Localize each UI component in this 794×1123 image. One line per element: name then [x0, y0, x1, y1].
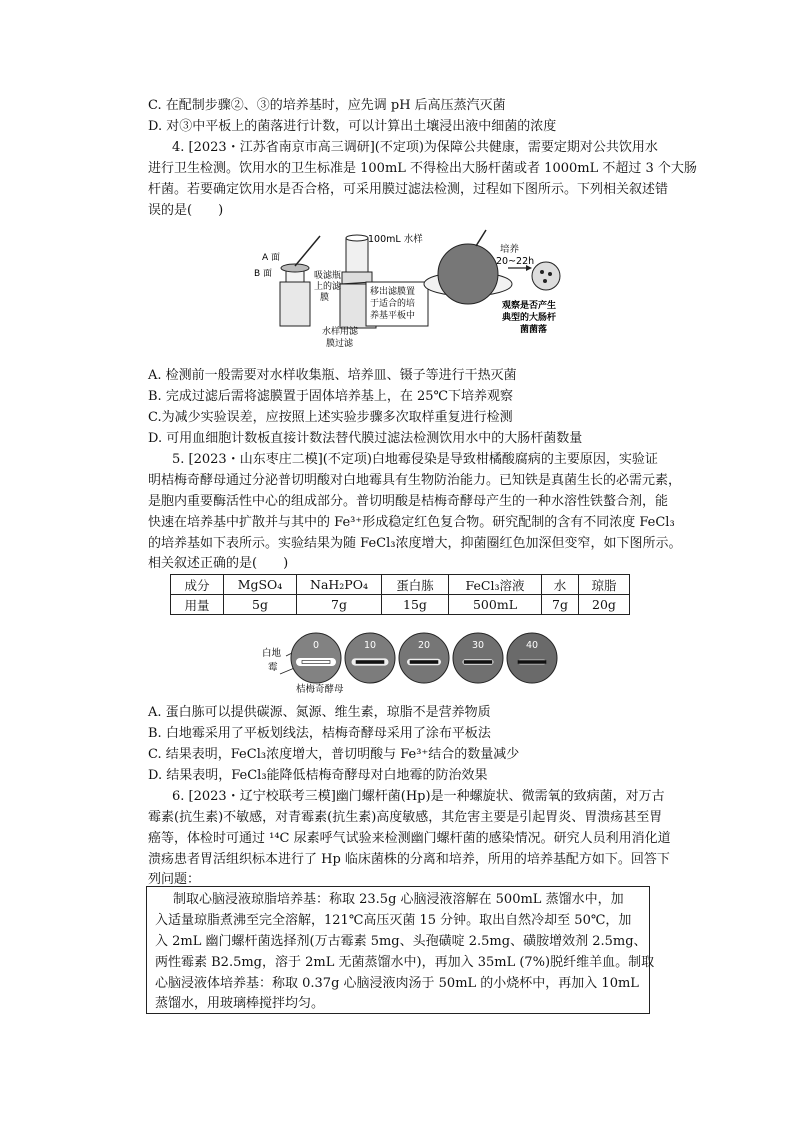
fungus-label-2: 霉 — [268, 662, 278, 673]
concentration-label: 0 — [312, 640, 320, 651]
table-header-row — [171, 575, 630, 595]
q6-line-1: 6. [2023・辽宁校联考三模]幽门螺杆菌(Hp)是一种螺旋状、微需氧的致病菌，对万古 — [172, 789, 665, 804]
table-cell: 蛋白胨 — [382, 575, 449, 595]
table-cell: 琼脂 — [579, 575, 630, 595]
recipe-line-2: 入适量琼脂煮沸至完全溶解，121℃高压灭菌 15 分钟。取出自然冷却至 50℃，加 — [155, 913, 632, 928]
table-cell: 7g — [542, 595, 579, 615]
label-a-side: A 面 — [262, 253, 281, 263]
q5-option-b: B. 白地霉采用了平板划线法，桔梅奇酵母采用了涂布平板法 — [148, 726, 491, 741]
membrane-filtration-figure — [240, 222, 580, 352]
table-cell: NaH₂PO₄ — [297, 575, 382, 595]
q4-option-b: B. 完成过滤后需将滤膜置于固体培养基上，在 25℃下培养观察 — [148, 389, 514, 404]
yeast-streak — [356, 661, 384, 664]
yeast-streak — [302, 661, 330, 664]
recipe-line-3: 入 2mL 幽门螺杆菌选择剂(万古霉素 5mg、头孢磺啶 2.5mg、磺胺增效剂 2.5mg、 — [155, 934, 647, 949]
option-c-q3: C. 在配制步骤②、③的培养基时，应先调 pH 后高压蒸汽灭菌 — [148, 98, 506, 113]
q4-option-c: C.为减少实验误差，应按照上述实验步骤多次取样重复进行检测 — [148, 410, 513, 425]
observe-label-2: 典型的大肠杆 — [502, 313, 557, 323]
concentration-label: 30 — [471, 640, 485, 651]
q5-option-d: D. 结果表明，FeCl₃能降低桔梅奇酵母对白地霉的防治效果 — [148, 768, 488, 783]
recipe-line-4: 两性霉素 B2.5mg，溶于 2mL 无菌蒸馏水中)，再加入 35mL (7%)脱纤维羊血。制取 — [155, 955, 655, 970]
step-label-2: 膜过滤 — [326, 339, 354, 349]
table-cell: 500mL — [449, 595, 542, 615]
q5-line-2: 明桔梅奇酵母通过分泌普切明酸对白地霉具有生物防治能力。已知铁是真菌生长的必需元素， — [148, 473, 682, 488]
filter-bottle-left — [280, 236, 320, 326]
q4-line-4: 误的是( ) — [148, 203, 224, 218]
q4-line-2: 进行卫生检测。饮用水的卫生标准是 100mL 不得检出大肠杆菌或者 1000mL 不超过 3 个大肠 — [148, 161, 697, 176]
result-dish — [532, 262, 560, 290]
q4-line-1: 4. [2023・江苏省南京市高三调研](不定项)为保障公共健康，需要定期对公共饮用水 — [172, 140, 658, 155]
table-cell: 15g — [382, 595, 449, 615]
q5-line-6: 相关叙述正确的是( ) — [148, 556, 289, 571]
move-label-1: 移出滤膜置 — [370, 287, 416, 297]
yeast-label: 桔梅奇酵母 — [296, 684, 344, 695]
yeast-streak — [518, 661, 546, 664]
q6-line-2: 霉素(抗生素)不敏感，对青霉素(抗生素)高度敏感，其危害主要是引起胃炎、胃溃疡甚至胃 — [148, 810, 663, 825]
table-cell: FeCl₃溶液 — [449, 575, 542, 595]
q6-line-5: 列问题： — [148, 872, 201, 887]
yeast-streak — [464, 661, 492, 664]
concentration-label: 10 — [363, 640, 377, 651]
table-row — [171, 595, 630, 615]
q6-line-3: 癌等，体检时可通过 ¹⁴C 尿素呼气试验来检测幽门螺杆菌的感染情况。研究人员利用消化道 — [148, 831, 671, 846]
table-cell: 成分 — [171, 575, 224, 595]
q4-option-d: D. 可用血细胞计数板直接计数法替代膜过滤法检测饮用水中的大肠杆菌数量 — [148, 431, 583, 446]
q5-line-5: 的培养基如下表所示。实验结果为随 FeCl₃浓度增大，抑菌圈红色加深但变窄，如下图所示。 — [148, 536, 682, 551]
yeast-streak — [410, 661, 438, 664]
filter-label-3: 膜 — [320, 293, 330, 303]
filter-label-2: 上的滤 — [314, 282, 342, 292]
observe-label-3: 菌菌落 — [520, 325, 548, 335]
concentration-label: 20 — [417, 640, 431, 651]
q5-line-4: 快速在培养基中扩散并与其中的 Fe³⁺形成稳定红色复合物。研究配制的含有不同浓度 FeCl₃ — [148, 515, 675, 530]
culture-label-2: 20~22h — [496, 256, 535, 267]
recipe-line-5: 心脑浸液体培养基：称取 0.37g 心脑浸液肉汤于 50mL 的小烧杯中，再加入 10mL — [155, 976, 639, 991]
q5-line-1: 5. [2023・山东枣庄二模](不定项)白地霉侵染是导致柑橘酸腐病的主要原因，实验证 — [172, 452, 658, 467]
inhibition-dishes-figure — [258, 626, 578, 696]
table-cell: 5g — [224, 595, 297, 615]
table-cell: 20g — [579, 595, 630, 615]
concentration-label: 40 — [525, 640, 539, 651]
observe-label-1: 观察是否产生 — [502, 301, 557, 311]
option-d-q3: D. 对③中平板上的菌落进行计数，可以计算出土壤浸出液中细菌的浓度 — [148, 119, 557, 134]
label-b-side: B 面 — [254, 269, 273, 279]
membrane-on-plate — [438, 244, 498, 304]
step-label-1: 水样用滤 — [322, 327, 359, 337]
recipe-line-6: 蒸馏水，用玻璃棒搅拌均匀。 — [155, 996, 325, 1011]
fungus-label-1: 白地 — [262, 648, 282, 659]
q5-option-a: A. 蛋白胨可以提供碳源、氮源、维生素，琼脂不是营养物质 — [148, 705, 491, 720]
medium-composition-table — [170, 574, 630, 615]
table-cell: 用量 — [171, 595, 224, 615]
water-sample-label: 100mL 水样 — [368, 234, 423, 245]
tweezers — [476, 230, 486, 246]
table-cell: 7g — [297, 595, 382, 615]
table-cell: 水 — [542, 575, 579, 595]
recipe-line-1: 制取心脑浸液琼脂培养基：称取 23.5g 心脑浸液溶解在 500mL 蒸馏水中，加 — [173, 892, 624, 907]
move-label-2: 于适合的培 — [370, 299, 416, 309]
move-label-3: 养基平板中 — [370, 311, 416, 321]
q5-option-c: C. 结果表明，FeCl₃浓度增大，普切明酸与 Fe³⁺结合的数量减少 — [148, 747, 520, 762]
q6-line-4: 溃疡患者胃活组织标本进行了 Hp 临床菌株的分离和培养，所用的培养基配方如下。回答下 — [148, 852, 670, 867]
q5-line-3: 是胞内重要酶活性中心的组成部分。普切明酸是桔梅奇酵母产生的一种水溶性铁螯合剂，能 — [148, 494, 669, 509]
q4-line-3: 杆菌。若要确定饮用水是否合格，可采用膜过滤法检测，过程如下图所示。下列相关叙述错 — [148, 182, 669, 197]
q4-option-a: A. 检测前一般需要对水样收集瓶、培养皿、镊子等进行干热灭菌 — [148, 368, 517, 383]
medium-recipe-box — [146, 886, 655, 1014]
culture-label-1: 培养 — [500, 244, 520, 255]
filter-label-1: 吸滤瓶 — [314, 271, 342, 281]
table-cell: MgSO₄ — [224, 575, 297, 595]
